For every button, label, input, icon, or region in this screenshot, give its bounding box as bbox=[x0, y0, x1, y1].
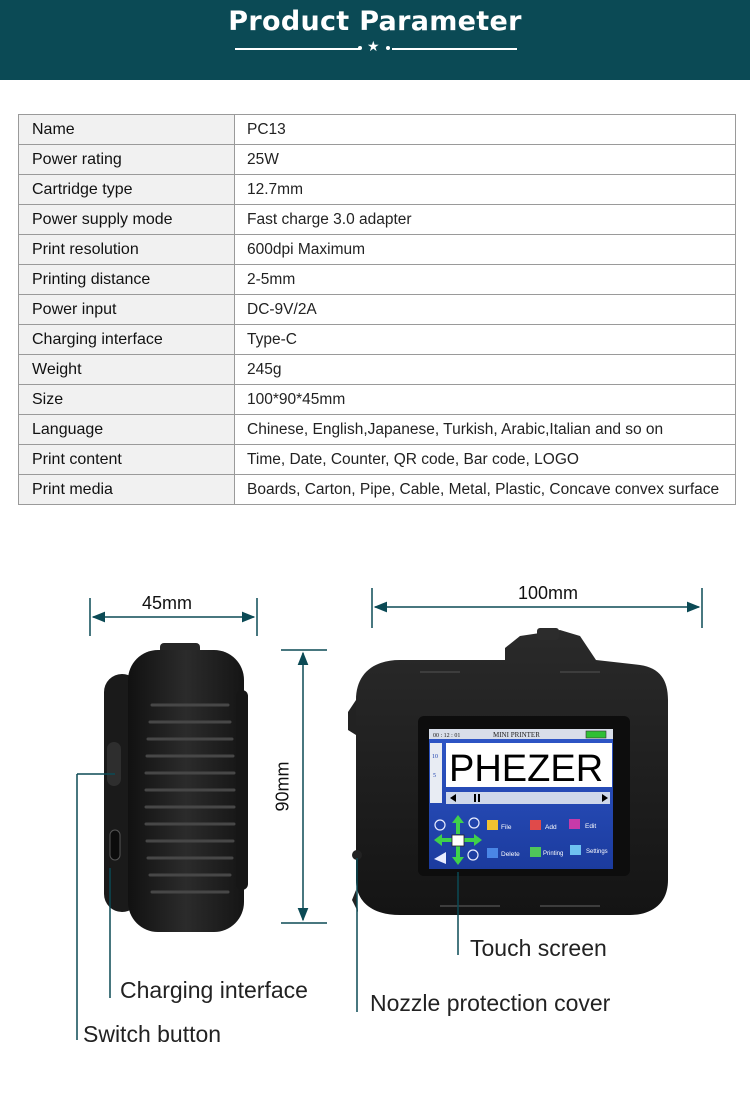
spec-name: Language bbox=[19, 415, 235, 445]
spec-value: 25W bbox=[235, 145, 736, 175]
screen-time: 00 : 12 : 01 bbox=[433, 733, 461, 739]
spec-name: Print media bbox=[19, 475, 235, 505]
spec-name: Printing distance bbox=[19, 265, 235, 295]
menu-delete: Delete bbox=[501, 851, 520, 858]
spec-name: Cartridge type bbox=[19, 175, 235, 205]
screen-number-bottom: 5 bbox=[433, 773, 436, 779]
settings-icon bbox=[570, 845, 581, 855]
spec-name: Size bbox=[19, 385, 235, 415]
menu-settings: Settings bbox=[586, 849, 608, 855]
spec-value: Chinese, English,Japanese, Turkish, Arabic,Italian and so on bbox=[235, 415, 736, 445]
usb-c-port bbox=[110, 830, 120, 860]
spec-value: 100*90*45mm bbox=[235, 385, 736, 415]
touch-screen-label: Touch screen bbox=[470, 935, 607, 961]
spec-name: Power rating bbox=[19, 145, 235, 175]
nozzle-cover-label: Nozzle protection cover bbox=[370, 990, 611, 1016]
spec-value: 2-5mm bbox=[235, 265, 736, 295]
menu-edit: Edit bbox=[585, 823, 597, 830]
switch-button-part bbox=[107, 742, 121, 786]
battery-icon bbox=[586, 731, 606, 738]
spec-value: PC13 bbox=[235, 115, 736, 145]
spec-name: Charging interface bbox=[19, 325, 235, 355]
spec-name: Name bbox=[19, 115, 235, 145]
spec-name: Print content bbox=[19, 445, 235, 475]
spec-value: Type-C bbox=[235, 325, 736, 355]
spec-value: Boards, Carton, Pipe, Cable, Metal, Plastic, Concave convex surface bbox=[235, 475, 736, 505]
spec-name: Print resolution bbox=[19, 235, 235, 265]
spec-name: Power input bbox=[19, 295, 235, 325]
printing-icon bbox=[530, 847, 541, 857]
charging-interface-label: Charging interface bbox=[120, 977, 308, 1003]
spec-value: 600dpi Maximum bbox=[235, 235, 736, 265]
spec-value: 12.7mm bbox=[235, 175, 736, 205]
width-label: 45mm bbox=[142, 593, 193, 613]
delete-icon bbox=[487, 848, 498, 858]
switch-button-label: Switch button bbox=[83, 1021, 222, 1047]
add-icon bbox=[530, 820, 541, 830]
menu-file: File bbox=[501, 824, 512, 831]
screen-title: MINI PRINTER bbox=[493, 731, 540, 739]
screen-number-top: 10 bbox=[432, 754, 438, 760]
spec-name: Power supply mode bbox=[19, 205, 235, 235]
spec-value: 245g bbox=[235, 355, 736, 385]
menu-printing: Printing bbox=[543, 851, 564, 857]
screen-brand-text: PHEZER bbox=[449, 748, 604, 790]
spec-value: DC-9V/2A bbox=[235, 295, 736, 325]
spec-value: Time, Date, Counter, QR code, Bar code, LOGO bbox=[235, 445, 736, 475]
height-label: 90mm bbox=[272, 761, 293, 812]
file-icon bbox=[487, 820, 498, 830]
edit-icon bbox=[569, 819, 580, 829]
length-label: 100mm bbox=[518, 583, 579, 603]
spec-name: Weight bbox=[19, 355, 235, 385]
page-title: Product Parameter bbox=[228, 6, 522, 37]
star-icon: ★ bbox=[367, 38, 380, 54]
device-side-view bbox=[104, 643, 248, 932]
spec-value: Fast charge 3.0 adapter bbox=[235, 205, 736, 235]
menu-add: Add bbox=[545, 824, 557, 831]
